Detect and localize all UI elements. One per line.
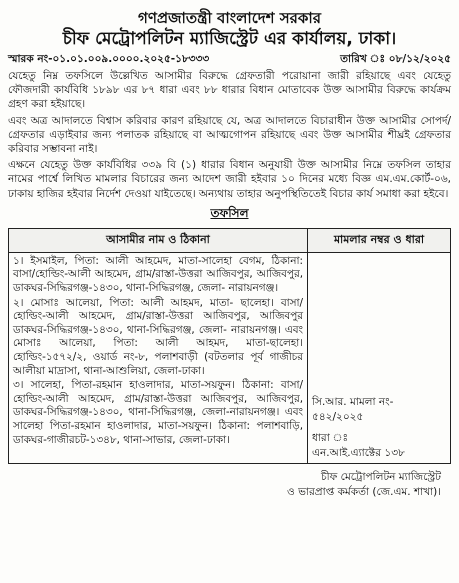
accused-cell (9, 252, 308, 463)
notice-date: তারিখ ঃ ০৮/১২/২০২৫ (340, 53, 451, 65)
header-accused: আসামীর নাম ও ঠিকানা (9, 228, 308, 252)
case-cell (308, 252, 451, 463)
accused-2: ২। মোসাঃ আলেয়া, পিতা: আলী আহমদ, মাতা- ছালেহা। বাসা/হোল্ডিং-আলী আহমেদ, গ্রাম/রাস্তা-উত্তরা আজিবপুর, আজিবপুর ডাকঘর-সিদ্ধিরগঞ্জ-১৪৩০, থানা-সিদ্ধিরগঞ্জ, জেলা- নারায়নগঞ্জ। এবং মোসাঃ আলেয়া, পিতা: আলী আহমদ, মাতা-ছালেহা। হোল্ডিং-১৫৭২/২, ওয়ার্ড নং-৮, পলাশবাড়ী (বটতলার পূর্ব গাজীচর আলীয়া মাদ্রাসা, থানা-আশুলিয়া, জেলা-ঢাকা। (13, 296, 303, 377)
schedule-header-row (9, 228, 451, 252)
memo-number: স্মারক নং-০১.০১.০০৯.০০০০.২০২৫-১৮৩৩৩ (8, 53, 210, 65)
paragraph-3: এক্ষনে যেহেতু উক্ত কার্যবিধির ৩৩৯ বি (১) ধারার বিধান অনুযায়ী উক্ত আসামীর নিম্নে তফসিল তাহার নামের পার্শ্বে লিখিত মামলার বিচারের জন্য আদেশ জারী হইবার ১০ দিনের মধ্যে বিজ্ঞ এম.এম.কোর্ট-০৬, ঢাকায় হাজির হইবার নির্দেশ দেওয়া যাইতেছে। অন্যথায় তাহার অনুপস্থিতিতেই বিচার কার্য সমাধা করা হইবে। (8, 159, 451, 200)
government-title: গণপ্রজাতন্ত্রী বাংলাদেশ সরকার (138, 9, 321, 27)
signature-block (8, 470, 451, 500)
case-number: সি.আর. মামলা নং- ৫৪২/২০২৫ (312, 395, 394, 423)
paragraph-2: এবং অত্র আদালতে বিশ্বাস করিবার কারণ রহিয়াছে যে, অত্র আদালতে বিচারাধীন উক্ত আসামীর সোপর্দ/গ্রেফতার এড়াইবার জন্য পলাতক রহিয়াছে বা আত্মগোপন রহিয়াছে এবং উক্ত আসামীর শীঘ্রই গ্রেফতার করিবার সম্ভাবনা নাই। (8, 114, 451, 156)
schedule-title: তফসিল (210, 205, 249, 220)
schedule-row (9, 252, 451, 463)
signature-line-1: চীফ মেট্রোপলিটন ম্যাজিস্ট্রেট (321, 470, 441, 483)
signature-line-2: ও ভারপ্রাপ্ত কর্মকর্তা (জে.এম. শাখা)। (287, 485, 441, 498)
accused-1: ১। ইসমাইল, পিতা: আলী আহমেদ, মাতা-সালেহা বেগম, ঠিকানা: বাসা/হোল্ডিং-আলী আহমেদ, গ্রাম/রাস্তা-উত্তরা আজিবপুর, আজিবপুর, ডাকঘর-সিদ্ধিরগঞ্জ-১৪৩০, থানা-সিদ্ধিরগঞ্জ, জেলা- নারায়নগঞ্জ। (13, 254, 303, 295)
office-title: চীফ মেট্রোপলিটন ম্যাজিস্ট্রেট এর কার্যালয়, ঢাকা। (62, 29, 397, 49)
schedule-table (8, 228, 451, 464)
section-label: ধারা ঃ (312, 431, 349, 444)
accused-3: ৩। সালেহা, পিতা-রহমান হাওলাদার, মাতা-সয়ফুন। ঠিকানা: বাসা/হোল্ডিং-আলী আহমেদ, গ্রাম/রাস্তা-উত্তরা আজিবপুর, আজিবপুর, ডাকঘর-সিদ্ধিরগঞ্জ-১৪৩০, থানা-সিদ্ধিরগঞ্জ, জেলা-নারায়নগঞ্জ। এবং সালেহা পিতা-রহমান হাওলাদার, মাতা-সয়ফুন। ঠিকানা: পলাশবাড়ি, ডাকঘর-গাজীরচট-১৩৪৮, থানা-সাভার, জেলা-ঢাকা। (13, 379, 303, 446)
paragraph-1: যেহেতু নিম্ন তফসিলে উল্লেখিত আসামীর বিরুদ্ধে গ্রেফতারী পরোয়ানা জারী রহিয়াছে এবং যেহেতু ফৌজদারী কার্যবিধি ১৮৯৮ এর ৮৭ ধারা এবং ৮৮ ধারার বিধান মোতাবেক উক্ত আসামীর বিরুদ্ধে কার্যক্রম গ্রহণ করা হইয়াছে। (8, 70, 451, 111)
case-section: এন.আই.এ্যাক্টের ১৩৮ (312, 446, 405, 459)
memo-line (8, 52, 451, 67)
case-info (312, 395, 446, 461)
header-case: মামলার নম্বর ও ধারা (308, 228, 451, 252)
